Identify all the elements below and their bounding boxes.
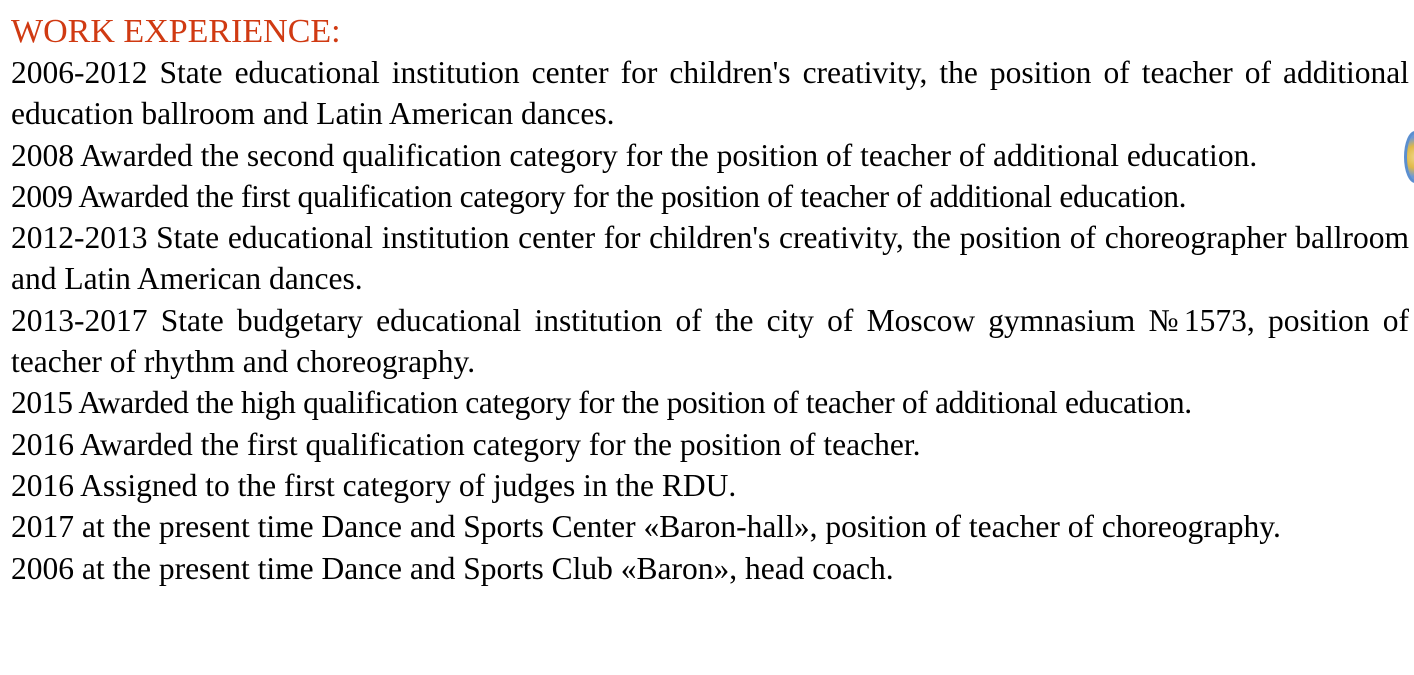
- experience-entry-2008: 2008 Awarded the second qualification category for the position of teacher of additional education.: [11, 137, 1258, 173]
- experience-entry-2012-2013: 2012-2013 State educational institution center for children's creativity, the position of choreographer ballroom and Latin American dances.: [11, 220, 1409, 297]
- experience-entry-2009: 2009 Awarded the first qualification category for the position of teacher of additional education.: [11, 178, 1187, 214]
- experience-entry-2013-2017: 2013-2017 State budgetary educational institution of the city of Moscow gymnasium №1573, position of teacher of rhythm and choreography.: [11, 302, 1409, 380]
- experience-entry-2016-category: 2016 Awarded the first qualification category for the position of teacher.: [11, 426, 921, 462]
- experience-entry-2016-judges: 2016 Assigned to the first category of judges in the RDU.: [11, 467, 737, 503]
- section-heading: WORK EXPERIENCE:: [11, 13, 341, 50]
- experience-entry-2015: 2015 Awarded the high qualification category for the position of teacher of additional education.: [11, 385, 1192, 421]
- experience-list: [11, 52, 1409, 589]
- experience-entry-2006-club: 2006 at the present time Dance and Sports Club «Baron», head coach.: [11, 550, 894, 586]
- work-experience-section: [11, 0, 1409, 589]
- experience-entry-2006-2012: 2006-2012 State educational institution center for children's creativity, the position of teacher of additional education ballroom and Latin American dances.: [11, 55, 1409, 132]
- experience-entry-2017: 2017 at the present time Dance and Sports Center «Baron-hall», position of teacher of choreography.: [11, 509, 1281, 545]
